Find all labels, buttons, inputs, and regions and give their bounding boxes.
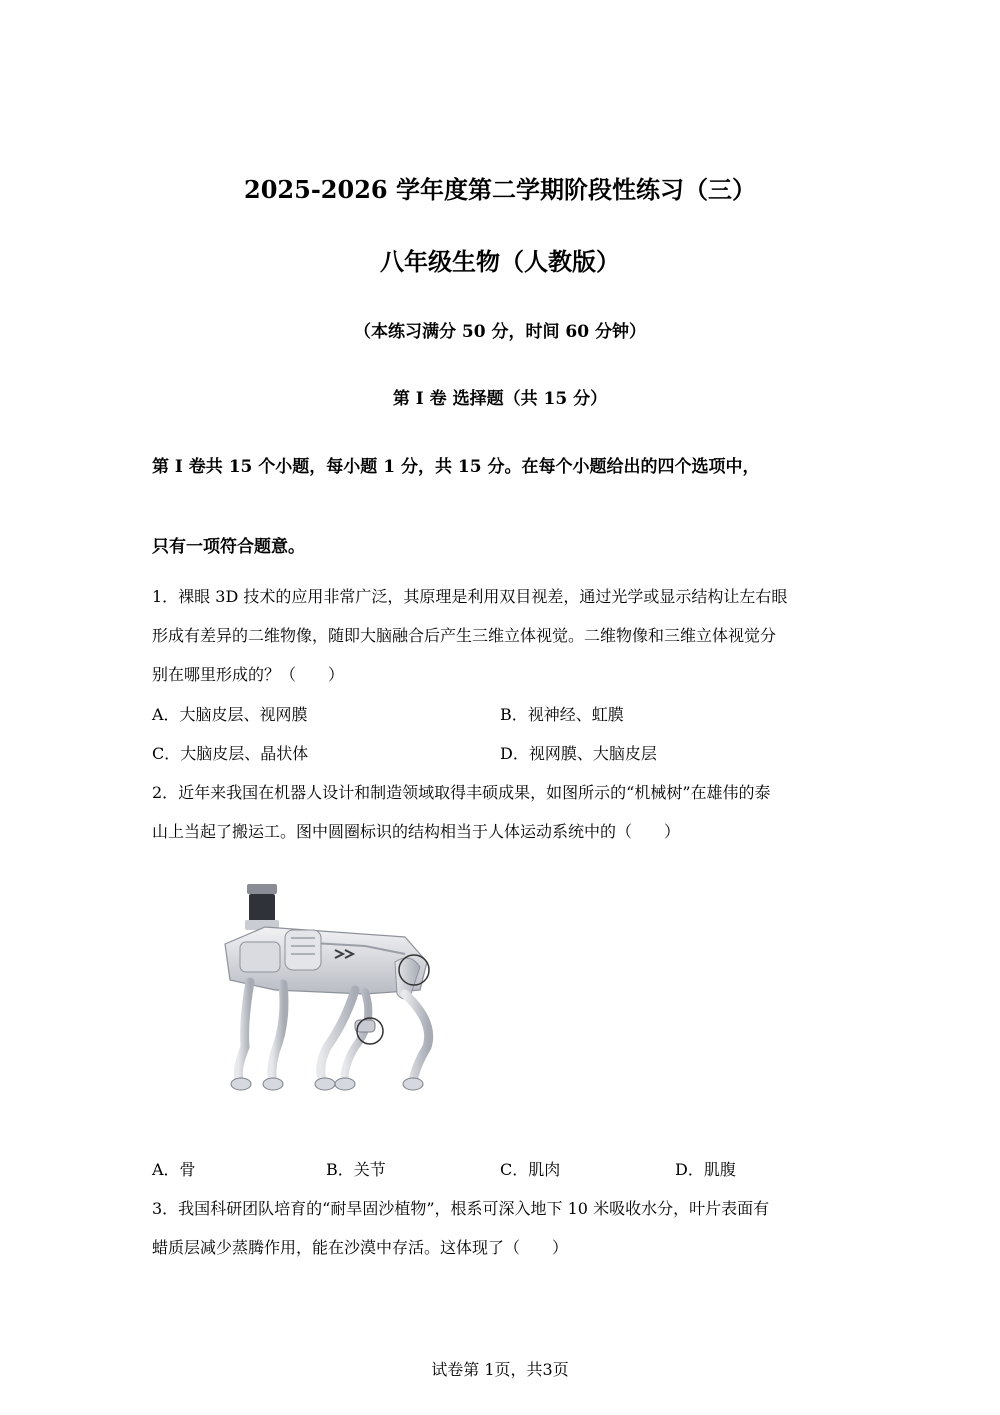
question-1-option-b: B．视神经、虹膜 (500, 705, 624, 724)
instructions-line-1: 第 Ⅰ 卷共 15 个小题，每小题 1 分，共 15 分。在每个小题给出的四个选项中， (152, 457, 760, 477)
robot-dog-figure (205, 872, 460, 1102)
question-1-option-a: A．大脑皮层、视网膜 (152, 705, 308, 724)
question-2-line-2: 山上当起了搬运工。图中圆圈标识的结构相当于人体运动系统中的（ ） (152, 822, 681, 841)
question-1-option-d: D．视网膜、大脑皮层 (500, 744, 657, 763)
question-1-option-c: C．大脑皮层、晶状体 (152, 744, 309, 763)
question-2-option-d: D．肌腹 (675, 1160, 736, 1179)
question-3-line-1: 3．我国科研团队培育的“耐旱固沙植物”，根系可深入地下 10 米吸收水分，叶片表面有 (152, 1199, 770, 1218)
exam-title: 2025-2026 学年度第二学期阶段性练习（三） (244, 175, 756, 204)
exam-subtitle: 八年级生物（人教版） (380, 247, 620, 276)
page-footer: 试卷第 1页，共3页 (431, 1360, 569, 1379)
instructions-line-2: 只有一项符合题意。 (152, 537, 305, 557)
question-3-line-2: 蜡质层减少蒸腾作用，能在沙漠中存活。这体现了（ ） (152, 1238, 569, 1257)
section-heading: 第 Ⅰ 卷 选择题（共 15 分） (392, 389, 608, 409)
question-1-line-3: 别在哪里形成的？（ ） (152, 665, 345, 684)
exam-note: （本练习满分 50 分，时间 60 分钟） (354, 322, 646, 342)
question-1-line-2: 形成有差异的二维物像，随即大脑融合后产生三维立体视觉。二维物像和三维立体视觉分 (152, 626, 777, 645)
question-2-option-c: C．肌肉 (500, 1160, 561, 1179)
question-2-option-a: A．骨 (152, 1160, 196, 1179)
question-2-option-b: B．关节 (326, 1160, 386, 1179)
question-1-line-1: 1．裸眼 3D 技术的应用非常广泛，其原理是利用双目视差，通过光学或显示结构让左右眼 (152, 587, 788, 606)
question-2-line-1: 2．近年来我国在机器人设计和制造领域取得丰硕成果，如图所示的“机械树”在雄伟的泰 (152, 783, 771, 802)
